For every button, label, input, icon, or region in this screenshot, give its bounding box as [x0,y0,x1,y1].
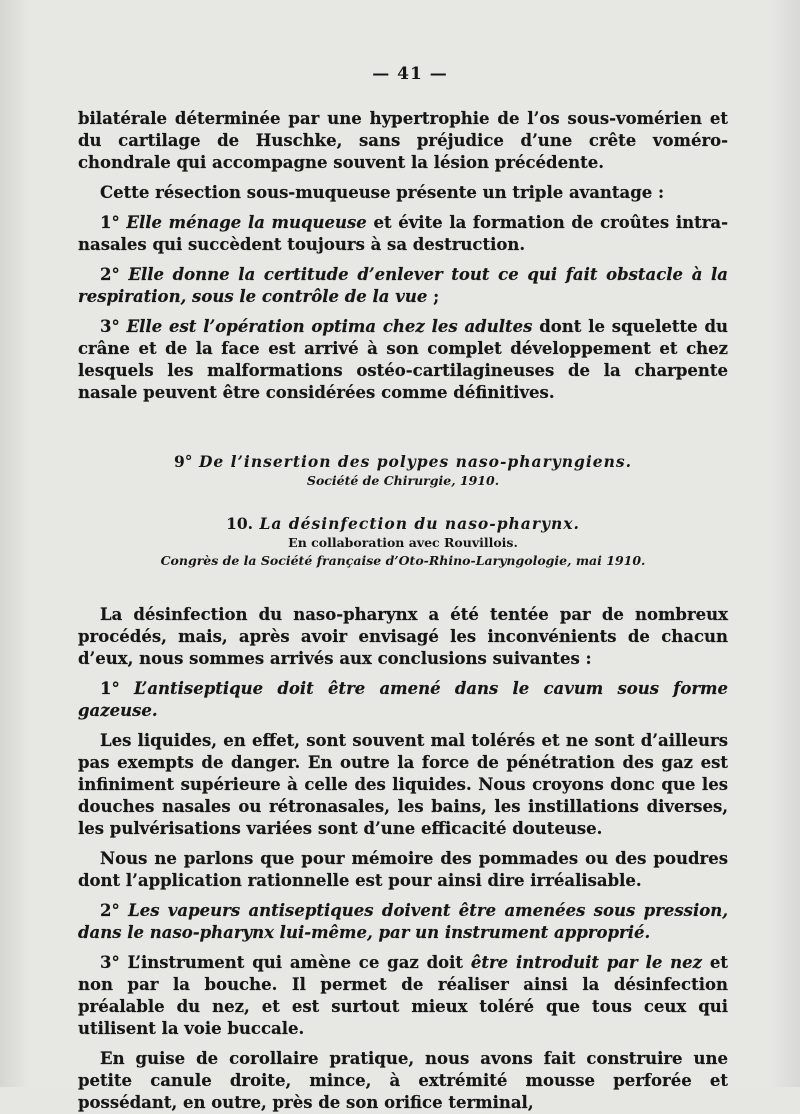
body-paragraph-1: La désinfection du naso-pharynx a été tentée par de nombreux procédés, mais, après avoir envisagé les inconvénients de chacun d’eux, nous sommes arrivés aux conclusions suivantes : [78,605,728,668]
advantage-3-italic: Elle est l’opération optima chez les adultes [126,317,533,336]
advantage-3 [78,316,728,404]
section-10-number: 10. [226,514,254,533]
section-9-source: Société de Chirurgie, 1910. [306,473,500,488]
section-10-source: Congrès de la Société française d’Oto-Rhino-Laryngologie, mai 1910. [160,553,646,568]
section-9-title-text: De l’insertion des polypes naso-pharyngiens. [198,452,632,471]
conclusion-2-number: 2° [100,901,120,920]
conclusion-2-italic: Les vapeurs antiseptiques doivent être amenées sous pression, dans le naso-pharynx lui-même, par un instrument approprié. [78,901,728,942]
page-number: — 41 — [372,64,448,84]
conclusion-3-number: 3° [100,953,120,972]
body-paragraph-3: Nous ne parlons que pour mémoire des pommades ou des poudres dont l’application rationnelle est pour ainsi dire irréalisable. [78,849,728,890]
section-9-number: 9° [174,452,193,471]
advantage-2-number: 2° [100,265,120,284]
body-paragraph-2: Les liquides, en effet, sont souvent mal tolérés et ne sont d’ailleurs pas exempts de danger. En outre la force de pénétration des gaz est infiniment supérieure à celle des liquides. Nous croyons donc que les douches nasales ou rétronasales, les bains, les instillations diverses, les pulvérisations variées sont d’une efficacité douteuse. [78,731,728,838]
advantage-2-italic: Elle donne la certitude d’enlever tout ce qui fait obstacle à la respiration, sous le contrôle de la vue [78,265,728,306]
conclusion-3 [78,952,728,1040]
conclusion-1 [78,678,728,722]
advantage-2 [78,264,728,308]
conclusion-3-pre: L’instrument qui amène ce gaz doit [127,953,464,972]
section-10-heading [78,514,728,570]
body-paragraph-4: En guise de corollaire pratique, nous avons fait construire une petite canule droite, mince, à extrémité mousse perforée et possédant, en outre, près de son orifice terminal, [78,1049,728,1112]
conclusion-3-italic: être introduit par le nez [470,953,703,972]
advantage-2-text: ; [433,287,440,306]
conclusion-1-number: 1° [100,679,120,698]
section-10-collaboration: En collaboration avec Rouvillois. [288,535,518,550]
intro-paragraph-2: Cette résection sous-muqueuse présente un triple avantage : [100,183,665,202]
section-10-title [78,514,728,534]
advantage-1 [78,212,728,256]
section-9-title [78,452,728,472]
section-10-title-text: La désinfection du naso-pharynx. [259,514,580,533]
advantage-3-text: dont le squelette du crâne et de la face est arrivé à son complet développement et chez lesquels les malformations ostéo-cartilagineuses de la charpente nasale peuvent être considérées comme définitives. [78,317,729,402]
advantage-1-text: et évite la formation de croûtes intra-nasales qui succèdent toujours à sa destruction. [78,213,728,254]
intro-paragraph-1: bilatérale déterminée par une hypertrophie de l’os sous-vomérien et du cartilage de Huschke, sans préjudice d’une crête voméro-chondrale qui accompagne souvent la lésion précédente. [78,109,728,172]
conclusion-2 [78,900,728,944]
conclusion-1-italic: L’antiseptique doit être amené dans le cavum sous forme gazeuse. [78,679,728,720]
conclusion-3-text: et non par la bouche. Il permet de réaliser ainsi la désinfection préalable du nez, et est surtout mieux toléré que tous ceux qui utilisent la voie buccale. [78,953,728,1038]
advantage-1-number: 1° [100,213,120,232]
advantage-1-italic: Elle ménage la muqueuse [126,213,367,232]
section-9-heading [78,452,728,490]
advantage-3-number: 3° [100,317,120,336]
